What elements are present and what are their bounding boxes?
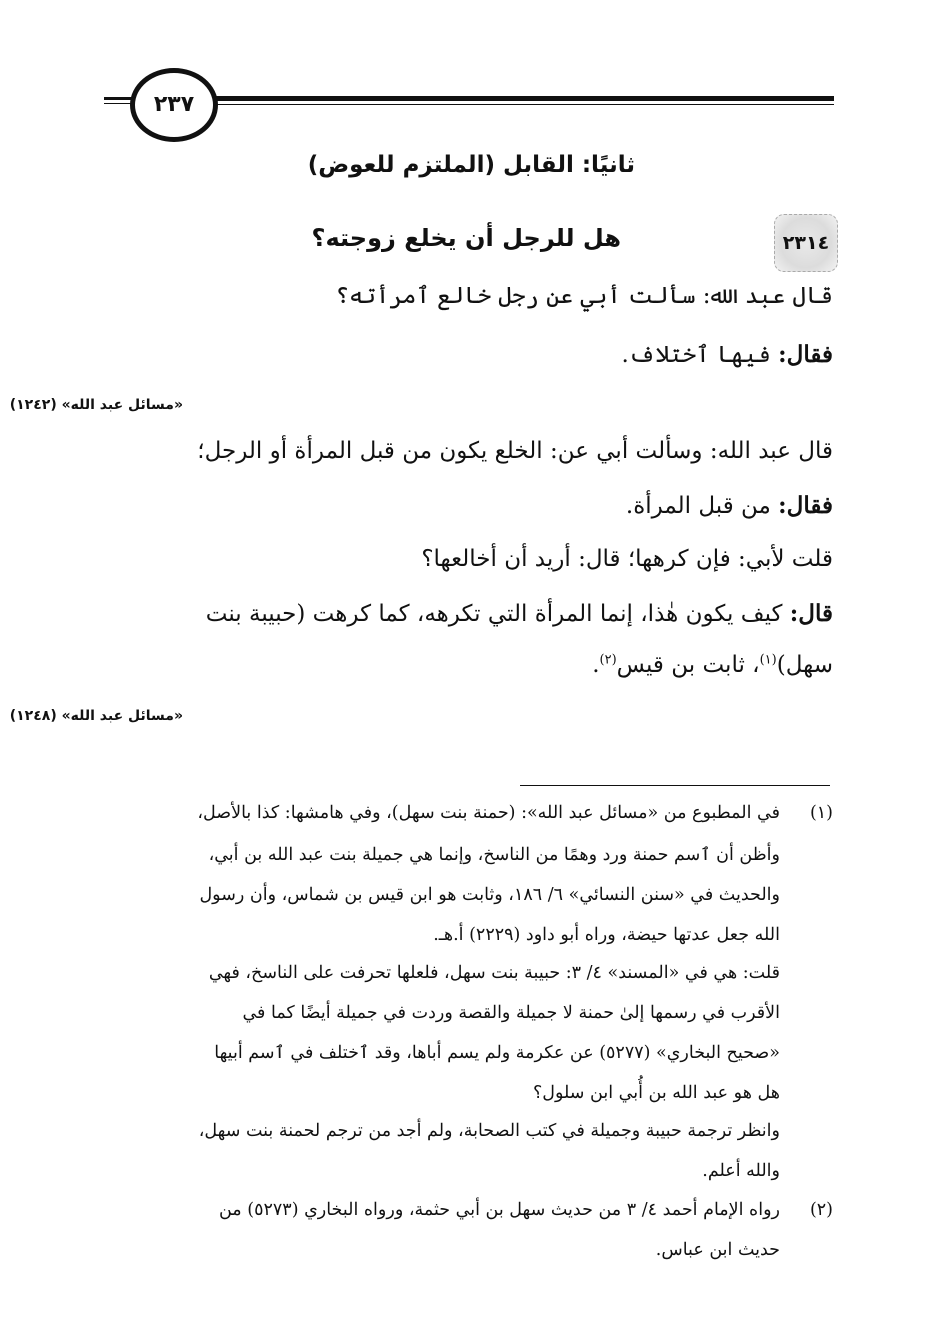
header-rule-thick bbox=[200, 96, 834, 101]
text-fragment: سهل) bbox=[776, 652, 833, 678]
text-fragment: ، ثابت بن قيس bbox=[616, 652, 760, 678]
header-rule-thin bbox=[200, 104, 834, 105]
answer-text: من قبل المرأة. bbox=[625, 493, 779, 519]
answer-text: فيها ٱختلاف. bbox=[621, 342, 779, 368]
body-line-4 bbox=[626, 492, 833, 519]
section-title: ثانيًا: القابل (الملتزم للعوض) bbox=[307, 152, 635, 178]
text-fragment: . bbox=[592, 652, 600, 678]
question-number-badge bbox=[774, 214, 838, 272]
body-line-5: قلت لأبي: فإن كرهها؛ قال: أريد أن أخالعها؟ bbox=[421, 546, 833, 572]
footnote-2-line: رواه الإمام أحمد ٤/ ٣ من حديث سهل بن أبي حثمة، ورواه البخاري (٥٢٧٣) من bbox=[218, 1200, 780, 1220]
body-line-3: قال عبد الله: وسألت أبي عن: الخلع يكون من قبل المرأة أو الرجل؛ bbox=[197, 438, 833, 464]
speaker-label: فقال: bbox=[778, 492, 833, 519]
footnote-ref-1: (١) bbox=[759, 652, 777, 668]
footnote-1-line: الله جعل عدتها حيضة، وراه أبو داود (٢٢٢٩) أ.هـ. bbox=[433, 925, 780, 945]
footnote-1-line: «صحيح البخاري» (٥٢٧٧) عن عكرمة ولم يسم أباها، وقد ٱختلف في ٱسم أبيها bbox=[214, 1043, 780, 1063]
answer-text: كيف يكون هٰذا، إنما المرأة التي تكرهه، كما كرهت (حبيبة بنت bbox=[205, 601, 790, 627]
body-line-2 bbox=[621, 341, 833, 368]
source-reference-2: «مسائل عبد الله» (١٢٤٨) bbox=[9, 708, 183, 724]
footnote-separator bbox=[520, 785, 830, 786]
footnote-ref-2: (٢) bbox=[599, 652, 617, 668]
source-reference-1: «مسائل عبد الله» (١٢٤٢) bbox=[9, 397, 183, 413]
speaker-label: قال: bbox=[789, 600, 833, 627]
speaker-label: فقال: bbox=[778, 341, 833, 368]
footnote-1-marker: (١) bbox=[809, 803, 833, 823]
question-number: ٢٣١٤ bbox=[782, 232, 830, 254]
footnote-1-line: في المطبوع من «مسائل عبد الله»: (حمنة بنت سهل)، وفي هامشها: كذا بالأصل، bbox=[197, 803, 780, 823]
footnote-1-line: والله أعلم. bbox=[702, 1161, 780, 1181]
footnote-1-line: هل هو عبد الله بن أُبي ابن سلول؟ bbox=[532, 1083, 780, 1103]
footnote-1-line: وانظر ترجمة حبيبة وجميلة في كتب الصحابة، ولم أجد من ترجم لحمنة بنت سهل، bbox=[198, 1121, 780, 1141]
footnote-1-line: قلت: هي في «المسند» ٤/ ٣: حبيبة بنت سهل، فلعلها تحرفت على الناسخ، فهي bbox=[208, 963, 780, 983]
footnote-1-line: الأقرب في رسمها إلىٰ حمنة لا جميلة والقصة وردت في جميلة أيضًا كما في bbox=[242, 1003, 780, 1023]
page-number: ٢٣٧ bbox=[153, 92, 195, 117]
body-line-6 bbox=[206, 600, 833, 627]
footnote-1-line: وأظن أن ٱسم حمنة ورد وهمًا من الناسخ، وإنما هي جميلة بنت عبد الله بن أبي، bbox=[208, 845, 780, 865]
body-line-7 bbox=[592, 652, 833, 678]
footnote-2-line: حديث ابن عباس. bbox=[655, 1240, 780, 1260]
body-line-1: قال عبد الله: سألت أبي عن رجل خالع ٱمرأته؟ bbox=[335, 283, 833, 309]
page-number-badge bbox=[130, 68, 218, 142]
question-title: هل للرجل أن يخلع زوجته؟ bbox=[311, 224, 621, 252]
footnote-2-marker: (٢) bbox=[809, 1200, 833, 1220]
footnote-1-line: والحديث في «سنن النسائي» ٦/ ١٨٦، وثابت هو ابن قيس بن شماس، وأن رسول bbox=[199, 885, 780, 905]
